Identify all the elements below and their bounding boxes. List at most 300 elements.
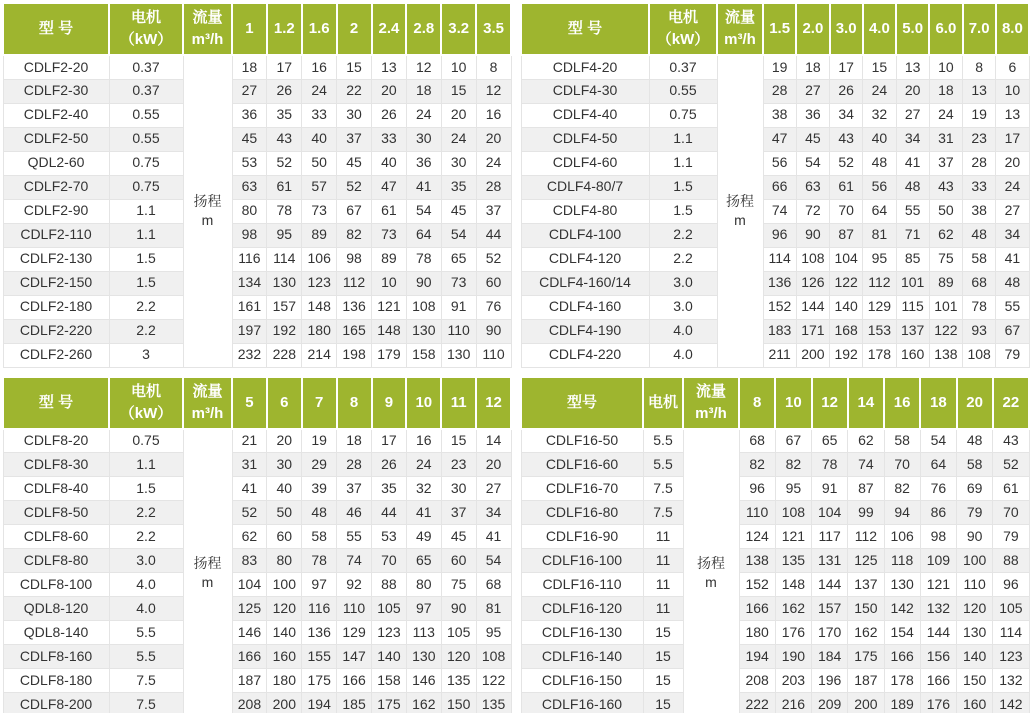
head-value-cell: 108 — [775, 501, 811, 525]
model-cell: CDLF4-100 — [521, 223, 649, 247]
motor-power-cell: 5.5 — [109, 621, 183, 645]
table-row — [3, 103, 511, 127]
head-value-cell: 70 — [993, 501, 1029, 525]
motor-power-cell: 2.2 — [109, 501, 183, 525]
table-row — [3, 55, 511, 79]
head-value-cell: 93 — [963, 319, 996, 343]
table-row — [3, 525, 511, 549]
flow-rate-header: 3.2 — [441, 3, 476, 55]
head-value-cell: 166 — [884, 645, 920, 669]
head-value-cell: 161 — [232, 295, 267, 319]
head-value-cell: 129 — [337, 621, 372, 645]
motor-power-cell: 4.0 — [649, 343, 717, 367]
motor-power-cell: 11 — [643, 525, 683, 549]
head-value-cell: 58 — [963, 247, 996, 271]
head-value-cell: 64 — [406, 223, 441, 247]
flow-rate-header: 5 — [232, 377, 267, 429]
flow-header-line1: 流量 — [724, 9, 755, 27]
head-value-cell: 54 — [476, 549, 511, 573]
flow-rate-header: 2 — [337, 3, 372, 55]
head-value-cell: 130 — [884, 573, 920, 597]
motor-power-cell: 1.5 — [109, 477, 183, 501]
motor-power-cell: 7.5 — [109, 669, 183, 693]
head-value-cell: 34 — [476, 501, 511, 525]
head-value-cell: 117 — [812, 525, 848, 549]
head-value-cell: 55 — [896, 199, 929, 223]
table-row — [3, 199, 511, 223]
head-value-cell: 64 — [863, 199, 896, 223]
head-value-cell: 89 — [929, 271, 962, 295]
motor-power-cell: 5.5 — [643, 453, 683, 477]
table-row — [521, 477, 1029, 501]
head-value-cell: 27 — [476, 477, 511, 501]
flow-rate-header: 1.6 — [302, 3, 337, 55]
head-value-cell: 69 — [957, 477, 993, 501]
model-cell: CDLF4-220 — [521, 343, 649, 367]
motor-header-line1: 电机 — [130, 382, 161, 400]
head-value-cell: 86 — [920, 501, 956, 525]
head-value-cell: 168 — [830, 319, 863, 343]
head-value-cell: 31 — [232, 453, 267, 477]
head-value-cell: 95 — [476, 621, 511, 645]
head-value-cell: 144 — [812, 573, 848, 597]
head-label-line1: 扬程 — [193, 193, 222, 210]
flow-rate-header: 9 — [372, 377, 407, 429]
head-value-cell: 78 — [302, 549, 337, 573]
head-value-cell: 200 — [796, 343, 829, 367]
model-cell: CDLF4-60 — [521, 151, 649, 175]
col-header-motor — [643, 377, 683, 429]
model-cell: CDLF2-130 — [3, 247, 109, 271]
table-row — [521, 645, 1029, 669]
head-value-cell: 44 — [476, 223, 511, 247]
head-value-cell: 53 — [372, 525, 407, 549]
head-value-cell: 130 — [406, 645, 441, 669]
flow-rate-header: 2.4 — [372, 3, 407, 55]
head-value-cell: 90 — [441, 597, 476, 621]
head-value-cell: 18 — [929, 79, 962, 103]
model-cell: CDLF4-80 — [521, 199, 649, 223]
head-value-cell: 56 — [863, 175, 896, 199]
motor-power-cell: 15 — [643, 621, 683, 645]
motor-power-cell: 0.37 — [649, 55, 717, 79]
head-value-cell: 71 — [896, 223, 929, 247]
head-value-cell: 70 — [372, 549, 407, 573]
head-value-cell: 112 — [337, 271, 372, 295]
head-value-cell: 76 — [920, 477, 956, 501]
head-value-cell: 165 — [337, 319, 372, 343]
head-value-cell: 100 — [957, 549, 993, 573]
head-value-cell: 158 — [372, 669, 407, 693]
table-row — [3, 645, 511, 669]
head-value-cell: 78 — [963, 295, 996, 319]
head-value-cell: 200 — [848, 693, 884, 713]
head-value-cell: 121 — [920, 573, 956, 597]
head-value-cell: 135 — [441, 669, 476, 693]
head-value-cell: 45 — [232, 127, 267, 151]
head-value-cell: 46 — [337, 501, 372, 525]
flow-rate-header: 7 — [302, 377, 337, 429]
motor-power-cell: 4.0 — [109, 573, 183, 597]
head-value-cell: 48 — [863, 151, 896, 175]
head-value-cell: 192 — [830, 343, 863, 367]
head-value-cell: 137 — [848, 573, 884, 597]
head-value-cell: 24 — [441, 127, 476, 151]
model-cell: CDLF8-160 — [3, 645, 109, 669]
table-row — [3, 175, 511, 199]
head-value-cell: 52 — [476, 247, 511, 271]
head-value-cell: 24 — [476, 151, 511, 175]
head-value-cell: 57 — [302, 175, 337, 199]
head-value-cell: 73 — [441, 271, 476, 295]
table-row — [521, 55, 1029, 79]
head-value-cell: 75 — [929, 247, 962, 271]
head-value-cell: 18 — [232, 55, 267, 79]
flow-rate-header: 18 — [920, 377, 956, 429]
head-value-cell: 33 — [963, 175, 996, 199]
head-value-cell: 160 — [957, 693, 993, 713]
head-unit-cell — [183, 429, 232, 713]
head-value-cell: 37 — [337, 477, 372, 501]
head-value-cell: 10 — [996, 79, 1029, 103]
table-row — [521, 199, 1029, 223]
flow-header-line1: 流量 — [192, 9, 223, 27]
table-row — [3, 477, 511, 501]
motor-header-line2: （kW） — [656, 31, 710, 48]
head-value-cell: 121 — [775, 525, 811, 549]
col-header-motor — [109, 377, 183, 429]
motor-power-cell: 1.5 — [649, 199, 717, 223]
col-header-flow — [683, 377, 739, 429]
head-value-cell: 108 — [476, 645, 511, 669]
head-value-cell: 180 — [302, 319, 337, 343]
head-value-cell: 14 — [476, 429, 511, 453]
head-value-cell: 192 — [267, 319, 302, 343]
head-value-cell: 48 — [302, 501, 337, 525]
head-value-cell: 157 — [812, 597, 848, 621]
head-value-cell: 41 — [896, 151, 929, 175]
head-value-cell: 88 — [993, 549, 1029, 573]
head-value-cell: 95 — [775, 477, 811, 501]
head-value-cell: 30 — [441, 151, 476, 175]
motor-power-cell: 2.2 — [649, 247, 717, 271]
head-value-cell: 194 — [739, 645, 775, 669]
head-value-cell: 82 — [739, 453, 775, 477]
head-value-cell: 81 — [476, 597, 511, 621]
flow-rate-header: 14 — [848, 377, 884, 429]
head-value-cell: 88 — [372, 573, 407, 597]
head-label-line2: m — [705, 573, 717, 590]
motor-power-cell: 1.1 — [649, 151, 717, 175]
head-value-cell: 134 — [232, 271, 267, 295]
flow-header-line2: m³/h — [191, 404, 224, 422]
head-value-cell: 47 — [372, 175, 407, 199]
table-row — [3, 669, 511, 693]
head-value-cell: 74 — [763, 199, 796, 223]
table-row — [3, 429, 511, 453]
model-cell: CDLF8-60 — [3, 525, 109, 549]
motor-power-cell: 1.5 — [109, 247, 183, 271]
head-value-cell: 28 — [337, 453, 372, 477]
head-value-cell: 183 — [763, 319, 796, 343]
head-value-cell: 222 — [739, 693, 775, 713]
head-value-cell: 66 — [763, 175, 796, 199]
motor-power-cell: 11 — [643, 597, 683, 621]
head-value-cell: 52 — [267, 151, 302, 175]
head-value-cell: 110 — [441, 319, 476, 343]
head-value-cell: 90 — [957, 525, 993, 549]
head-value-cell: 125 — [232, 597, 267, 621]
head-value-cell: 106 — [884, 525, 920, 549]
head-value-cell: 32 — [406, 477, 441, 501]
head-value-cell: 76 — [476, 295, 511, 319]
head-value-cell: 110 — [739, 501, 775, 525]
col-header-model: 型号 — [521, 377, 643, 429]
table-row — [3, 343, 511, 367]
head-value-cell: 39 — [302, 477, 337, 501]
motor-power-cell: 0.75 — [109, 175, 183, 199]
head-value-cell: 15 — [337, 55, 372, 79]
head-value-cell: 130 — [267, 271, 302, 295]
motor-power-cell: 11 — [643, 549, 683, 573]
model-cell: CDLF8-80 — [3, 549, 109, 573]
head-value-cell: 56 — [763, 151, 796, 175]
motor-power-cell: 3.0 — [649, 295, 717, 319]
head-value-cell: 36 — [406, 151, 441, 175]
table-row — [521, 669, 1029, 693]
head-value-cell: 105 — [993, 597, 1029, 621]
head-value-cell: 115 — [896, 295, 929, 319]
head-value-cell: 20 — [267, 429, 302, 453]
head-value-cell: 106 — [302, 247, 337, 271]
flow-rate-header: 2.0 — [796, 3, 829, 55]
head-value-cell: 140 — [830, 295, 863, 319]
table-body — [3, 429, 511, 713]
head-value-cell: 152 — [739, 573, 775, 597]
head-value-cell: 75 — [441, 573, 476, 597]
model-cell: CDLF4-160/14 — [521, 271, 649, 295]
model-cell: CDLF4-80/7 — [521, 175, 649, 199]
flow-header-line2: m³/h — [695, 404, 727, 422]
flow-rate-header: 3.5 — [476, 3, 511, 55]
head-value-cell: 45 — [441, 525, 476, 549]
spec-table-cdlf4 — [520, 2, 1030, 368]
head-value-cell: 178 — [884, 669, 920, 693]
head-value-cell: 17 — [996, 127, 1029, 151]
model-cell: CDLF4-20 — [521, 55, 649, 79]
flow-rate-header: 3.0 — [830, 3, 863, 55]
table-row — [521, 597, 1029, 621]
head-value-cell: 40 — [267, 477, 302, 501]
motor-power-cell: 11 — [643, 573, 683, 597]
spec-table-cdlf2 — [2, 2, 512, 368]
motor-power-cell: 7.5 — [109, 693, 183, 713]
model-cell: CDLF16-110 — [521, 573, 643, 597]
model-cell: CDLF4-190 — [521, 319, 649, 343]
model-cell: CDLF16-160 — [521, 693, 643, 713]
table-row — [3, 597, 511, 621]
head-value-cell: 92 — [337, 573, 372, 597]
head-value-cell: 108 — [963, 343, 996, 367]
motor-header-line2: （kW） — [119, 31, 173, 48]
head-value-cell: 197 — [232, 319, 267, 343]
motor-power-cell: 2.2 — [109, 525, 183, 549]
head-unit-cell — [183, 55, 232, 367]
head-value-cell: 123 — [993, 645, 1029, 669]
head-value-cell: 78 — [267, 199, 302, 223]
head-value-cell: 208 — [232, 693, 267, 713]
model-cell: CDLF8-180 — [3, 669, 109, 693]
head-value-cell: 148 — [775, 573, 811, 597]
head-value-cell: 176 — [775, 621, 811, 645]
model-cell: CDLF16-100 — [521, 549, 643, 573]
head-value-cell: 98 — [337, 247, 372, 271]
head-value-cell: 184 — [812, 645, 848, 669]
table-header — [3, 3, 511, 55]
flow-rate-header: 12 — [812, 377, 848, 429]
head-value-cell: 123 — [372, 621, 407, 645]
head-value-cell: 18 — [796, 55, 829, 79]
head-value-cell: 162 — [406, 693, 441, 713]
head-value-cell: 58 — [884, 429, 920, 453]
head-value-cell: 50 — [302, 151, 337, 175]
head-value-cell: 180 — [267, 669, 302, 693]
table-row — [3, 501, 511, 525]
flow-rate-header: 5.0 — [896, 3, 929, 55]
model-cell: CDLF8-20 — [3, 429, 109, 453]
head-value-cell: 72 — [796, 199, 829, 223]
head-value-cell: 216 — [775, 693, 811, 713]
head-value-cell: 147 — [337, 645, 372, 669]
head-value-cell: 185 — [337, 693, 372, 713]
head-value-cell: 211 — [763, 343, 796, 367]
flow-rate-header: 11 — [441, 377, 476, 429]
table-header — [3, 377, 511, 429]
head-value-cell: 150 — [848, 597, 884, 621]
head-value-cell: 19 — [963, 103, 996, 127]
model-cell: CDLF16-50 — [521, 429, 643, 453]
head-value-cell: 35 — [441, 175, 476, 199]
col-header-model: 型 号 — [521, 3, 649, 55]
head-value-cell: 132 — [993, 669, 1029, 693]
head-value-cell: 62 — [929, 223, 962, 247]
head-value-cell: 123 — [302, 271, 337, 295]
table-row — [3, 621, 511, 645]
table-row — [521, 525, 1029, 549]
head-value-cell: 35 — [372, 477, 407, 501]
model-cell: CDLF4-120 — [521, 247, 649, 271]
table-row — [3, 453, 511, 477]
head-value-cell: 58 — [302, 525, 337, 549]
head-value-cell: 110 — [476, 343, 511, 367]
head-value-cell: 176 — [920, 693, 956, 713]
model-cell: CDLF4-50 — [521, 127, 649, 151]
head-value-cell: 52 — [993, 453, 1029, 477]
motor-power-cell: 0.75 — [109, 151, 183, 175]
spec-table-cdlf16 — [520, 376, 1030, 713]
model-cell: CDLF2-180 — [3, 295, 109, 319]
table-row — [521, 501, 1029, 525]
head-value-cell: 194 — [302, 693, 337, 713]
head-value-cell: 28 — [763, 79, 796, 103]
table-row — [521, 453, 1029, 477]
head-value-cell: 90 — [476, 319, 511, 343]
model-cell: CDLF2-50 — [3, 127, 109, 151]
head-value-cell: 48 — [957, 429, 993, 453]
head-value-cell: 20 — [372, 79, 407, 103]
head-value-cell: 73 — [372, 223, 407, 247]
head-value-cell: 24 — [406, 103, 441, 127]
motor-power-cell: 1.1 — [109, 223, 183, 247]
model-cell: CDLF8-100 — [3, 573, 109, 597]
flow-rate-header: 2.8 — [406, 3, 441, 55]
head-value-cell: 68 — [963, 271, 996, 295]
head-value-cell: 175 — [848, 645, 884, 669]
model-cell: CDLF2-150 — [3, 271, 109, 295]
head-value-cell: 31 — [929, 127, 962, 151]
model-cell: CDLF8-40 — [3, 477, 109, 501]
flow-rate-header: 6.0 — [929, 3, 962, 55]
head-value-cell: 89 — [372, 247, 407, 271]
head-value-cell: 80 — [267, 549, 302, 573]
head-value-cell: 27 — [896, 103, 929, 127]
head-value-cell: 70 — [830, 199, 863, 223]
flow-rate-header: 7.0 — [963, 3, 996, 55]
head-value-cell: 58 — [957, 453, 993, 477]
head-value-cell: 60 — [476, 271, 511, 295]
head-value-cell: 50 — [929, 199, 962, 223]
head-value-cell: 203 — [775, 669, 811, 693]
col-header-model: 型 号 — [3, 377, 109, 429]
head-value-cell: 13 — [963, 79, 996, 103]
head-value-cell: 34 — [896, 127, 929, 151]
head-value-cell: 104 — [812, 501, 848, 525]
head-value-cell: 78 — [812, 453, 848, 477]
head-value-cell: 38 — [763, 103, 796, 127]
head-value-cell: 126 — [796, 271, 829, 295]
head-value-cell: 53 — [232, 151, 267, 175]
head-value-cell: 208 — [739, 669, 775, 693]
head-value-cell: 158 — [406, 343, 441, 367]
head-value-cell: 120 — [267, 597, 302, 621]
motor-power-cell: 3.0 — [109, 549, 183, 573]
head-value-cell: 40 — [302, 127, 337, 151]
motor-power-cell: 2.2 — [649, 223, 717, 247]
head-value-cell: 23 — [963, 127, 996, 151]
table-row — [521, 247, 1029, 271]
model-cell: CDLF16-150 — [521, 669, 643, 693]
head-value-cell: 45 — [796, 127, 829, 151]
head-value-cell: 19 — [302, 429, 337, 453]
header-row — [3, 3, 511, 55]
head-value-cell: 26 — [267, 79, 302, 103]
model-cell: QDL2-60 — [3, 151, 109, 175]
head-value-cell: 28 — [963, 151, 996, 175]
head-value-cell: 10 — [929, 55, 962, 79]
head-value-cell: 148 — [372, 319, 407, 343]
head-value-cell: 170 — [812, 621, 848, 645]
head-value-cell: 20 — [476, 453, 511, 477]
motor-header-line2: （kW） — [119, 404, 173, 422]
head-value-cell: 20 — [896, 79, 929, 103]
head-value-cell: 136 — [302, 621, 337, 645]
head-value-cell: 101 — [929, 295, 962, 319]
flow-rate-header: 4.0 — [863, 3, 896, 55]
head-value-cell: 63 — [232, 175, 267, 199]
head-value-cell: 95 — [863, 247, 896, 271]
head-value-cell: 150 — [957, 669, 993, 693]
motor-power-cell: 4.0 — [109, 597, 183, 621]
